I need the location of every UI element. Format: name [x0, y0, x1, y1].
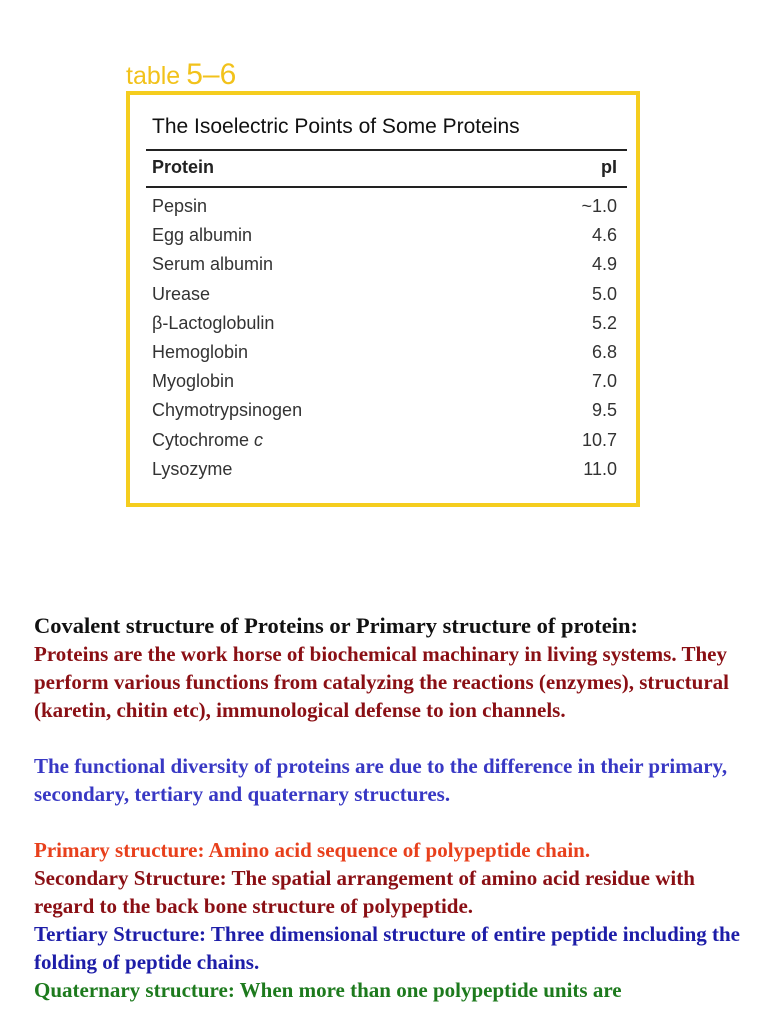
column-header-pi: pI	[601, 157, 617, 177]
protein-name: Egg albumin	[152, 225, 253, 246]
table-row	[130, 400, 636, 429]
section-heading: Covalent structure of Proteins or Primary structure of protein:	[34, 613, 639, 638]
table-label	[126, 60, 236, 90]
table-body	[130, 196, 636, 488]
protein-pi: 9.5	[591, 400, 617, 421]
lecture-text	[34, 612, 754, 1004]
protein-pi: 6.8	[591, 341, 617, 362]
primary-structure-line: Primary structure: Amino acid sequence of polypeptide chain.	[34, 838, 591, 862]
isoelectric-table	[126, 91, 640, 507]
protein-pi: 10.7	[581, 429, 617, 450]
diversity-paragraph: The functional diversity of proteins are due to the difference in their primary, secondary, tertiary and quaternary structures.	[34, 754, 728, 806]
protein-name: Lysozyme	[152, 458, 233, 479]
protein-pi: 5.2	[591, 312, 617, 333]
table-top-rule	[146, 149, 627, 151]
table-row	[130, 430, 636, 459]
table-row	[130, 225, 636, 254]
protein-name: Urease	[152, 283, 211, 304]
protein-name: Chymotrypsinogen	[152, 400, 303, 421]
secondary-structure-line: Secondary Structure: The spatial arrangement of amino acid residue with regard to the back bone structure of polypeptide.	[34, 866, 695, 918]
table-row	[130, 371, 636, 400]
protein-name: Serum albumin	[152, 254, 274, 275]
column-header-protein: Protein	[152, 157, 215, 177]
table-label-word: table	[126, 62, 181, 90]
protein-pi: 11.0	[583, 458, 617, 479]
protein-pi: 4.9	[591, 254, 617, 275]
tertiary-structure-line: Tertiary Structure: Three dimensional structure of entire peptide including the folding of peptide chains.	[34, 922, 741, 974]
protein-name: Pepsin	[152, 196, 208, 216]
table-row	[130, 196, 636, 225]
protein-name: Cytochrome c	[152, 429, 264, 450]
table-row	[130, 284, 636, 313]
protein-pi: 7.0	[591, 371, 617, 392]
table-label-number: 5–6	[186, 58, 237, 91]
table-title: The Isoelectric Points of Some Proteins	[152, 115, 520, 138]
protein-pi: 5.0	[591, 283, 617, 304]
intro-paragraph: Proteins are the work horse of biochemical machinary in living systems. They perform various functions from catalyzing the reactions (enzymes), structural (karetin, chitin etc), immunological defense to ion channels.	[34, 642, 730, 722]
protein-pi: 4.6	[591, 225, 617, 246]
protein-name: Myoglobin	[152, 371, 235, 392]
table-header-rule	[146, 186, 627, 188]
protein-name: β-Lactoglobulin	[152, 312, 275, 333]
quaternary-structure-line: Quaternary structure: When more than one polypeptide units are	[34, 978, 622, 1002]
table-row	[130, 459, 636, 488]
protein-name: Hemoglobin	[152, 341, 249, 362]
table-row	[130, 342, 636, 371]
table-row	[130, 254, 636, 283]
protein-pi: ~1.0	[581, 196, 617, 216]
table-row	[130, 313, 636, 342]
